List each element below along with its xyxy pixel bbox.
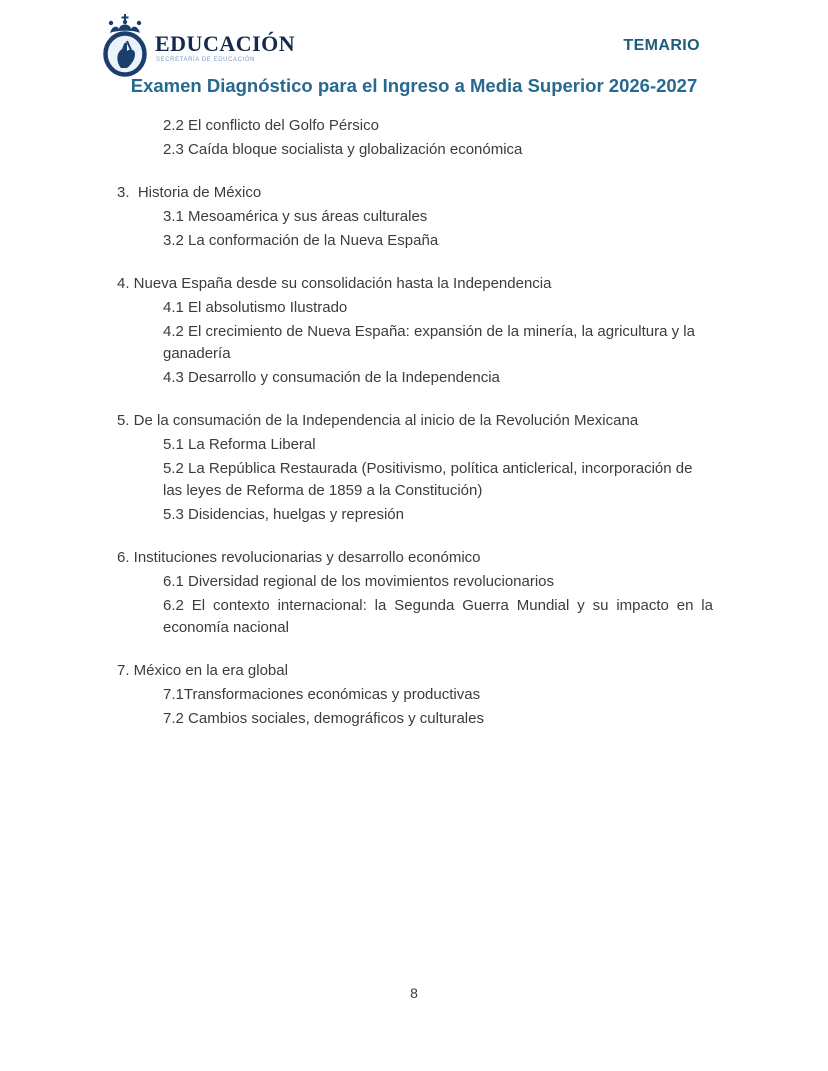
education-ministry-emblem-icon — [100, 13, 150, 77]
page-header — [0, 0, 828, 73]
outline-item: 6.1 Diversidad regional de los movimientos revolucionarios — [163, 573, 555, 590]
outline-item: 7.1Transformaciones económicas y productivas — [163, 686, 481, 703]
outline-section-2 — [117, 115, 713, 161]
outline-item: 2.3 Caída bloque socialista y globalización económica — [163, 141, 523, 158]
outline-section-4 — [117, 273, 713, 389]
outline-section-6 — [117, 547, 713, 639]
outline-section-heading: 3. Historia de México — [117, 184, 262, 201]
outline-section-heading: 4. Nueva España desde su consolidación hasta la Independencia — [117, 275, 552, 292]
outline-item: 7.2 Cambios sociales, demográficos y culturales — [163, 710, 484, 727]
logo-wordmark: EDUCACIÓN — [155, 31, 296, 56]
syllabus-outline — [117, 115, 713, 730]
outline-item: 4.3 Desarrollo y consumación de la Independencia — [163, 369, 500, 386]
outline-section-3 — [117, 182, 713, 252]
outline-item: 2.2 El conflicto del Golfo Pérsico — [163, 117, 379, 134]
outline-item: 3.2 La conformación de la Nueva España — [163, 232, 439, 249]
document-title: Examen Diagnóstico para el Ingreso a Media Superior 2026-2027 — [130, 75, 698, 96]
outline-item: 6.2 El contexto internacional: la Segunda Guerra Mundial y su impacto en la economía nacional — [163, 597, 713, 636]
outline-item: 4.2 El crecimiento de Nueva España: expansión de la minería, la agricultura y la ganadería — [163, 323, 700, 362]
outline-section-7 — [117, 660, 713, 730]
outline-item: 5.1 La Reforma Liberal — [163, 436, 316, 453]
page-number: 8 — [410, 985, 418, 1001]
outline-section-heading: 5. De la consumación de la Independencia al inicio de la Revolución Mexicana — [117, 412, 639, 429]
logo-wordmark-block — [155, 33, 295, 63]
outline-item: 4.1 El absolutismo Ilustrado — [163, 299, 348, 316]
logo-subtitle: SECRETARÍA DE EDUCACIÓN — [156, 57, 256, 63]
outline-item: 5.2 La República Restaurada (Positivismo, política anticlerical, incorporación de las leyes de Reforma de 1859 a la Constitución) — [163, 460, 697, 499]
temario-label: TEMARIO — [623, 37, 700, 54]
outline-item: 3.1 Mesoamérica y sus áreas culturales — [163, 208, 428, 225]
outline-item: 5.3 Disidencias, huelgas y represión — [163, 506, 404, 523]
outline-section-heading: 6. Instituciones revolucionarias y desarrollo económico — [117, 549, 481, 566]
outline-section-5 — [117, 410, 713, 526]
outline-section-heading: 7. México en la era global — [117, 662, 288, 679]
education-logo — [100, 13, 295, 77]
